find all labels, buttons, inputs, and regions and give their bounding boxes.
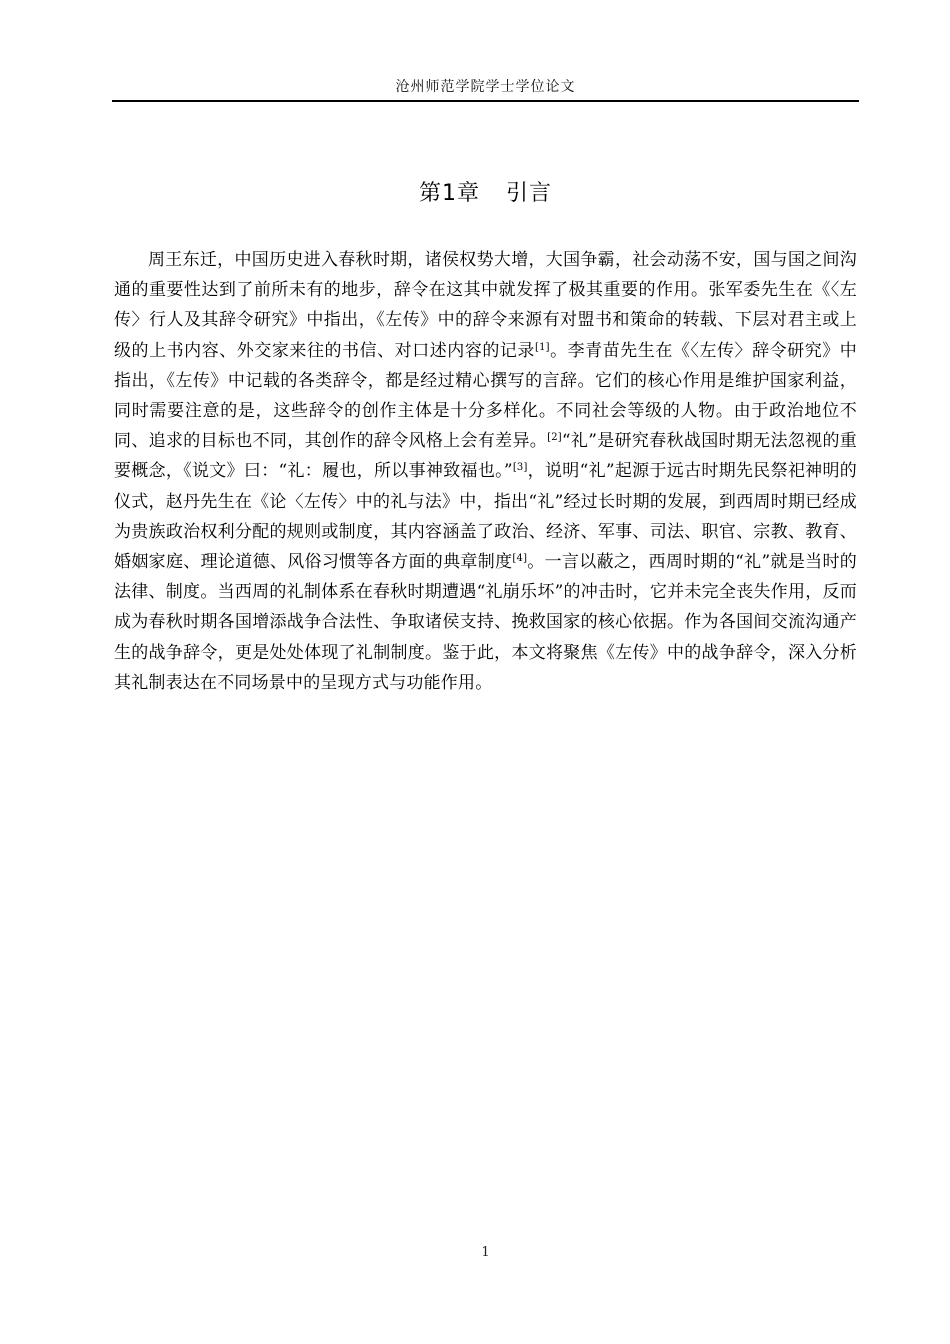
body-segment-1: 周王东迁，中国历史进入春秋时期，诸侯权势大增，大国争霸，社会动荡不安，国与国之间沟通的重要性达到了前所未有的地步，辞令在这其中就发挥了极其重要的作用。张军委先生在《〈左传〉行人及其辞令研究》中指出，《左传》中的辞令来源有对盟书和策命的转载、下层对君主或上级的上书内容、外交家来往的书信、对口述内容的记录 <box>114 250 857 361</box>
body-segment-4: ，说明“礼”起源于远古时期先民祭祀神明的仪式，赵丹先生在《论〈左传〉中的礼与法》中，指出“礼”经过长时期的发展，到西周时期已经成为贵族政治权利分配的规则或制度，其内容涵盖了政治、经济、军事、司法、职官、宗教、教育、婚姻家庭、理论道德、风俗习惯等各方面的典章制度 <box>114 461 857 573</box>
citation-1: [1] <box>534 341 550 353</box>
chapter-number: 第1章 <box>418 181 480 206</box>
body-segment-2: 。李青苗先生在《〈左传〉辞令研究》中指出，《左传》中记载的各类辞令，都是经过精心撰写的言辞。它们的核心作用是维护国家利益，同时需要注意的是，这些辞令的创作主体是十分多样化。不同社会等级的人物。由于政治地位不同、追求的目标也不同，其创作的辞令风格上会有差异。 <box>114 340 857 452</box>
body-segment-5: 。一言以蔽之，西周时期的“礼”就是当时的法律、制度。当西周的礼制体系在春秋时期遭遇“礼崩乐坏”的冲击时，它并未完全丧失作用，反而成为春秋时期各国增添战争合法性、争取诸侯支持、挽救国家的核心依据。作为各国间交流沟通产生的战争辞令，更是处处体现了礼制制度。鉴于此，本文将聚焦《左传》中的战争辞令，深入分析其礼制表达在不同场景中的呈现方式与功能作用。 <box>114 552 857 693</box>
page-number: 1 <box>481 1245 490 1260</box>
body-segment-3: “礼”是研究春秋战国时期无法忽视的重要概念，《说文》曰：“礼：履也，所以事神致福也。” <box>114 431 857 482</box>
chapter-heading <box>112 178 859 210</box>
running-header: 沧州师范学院学士学位论文 <box>395 79 576 95</box>
body-paragraph <box>114 245 857 698</box>
citation-2: [2] <box>547 432 562 444</box>
header-divider <box>112 100 859 102</box>
citation-3: [3] <box>512 462 528 474</box>
citation-4: [4] <box>512 553 528 565</box>
chapter-title: 引言 <box>505 181 552 206</box>
